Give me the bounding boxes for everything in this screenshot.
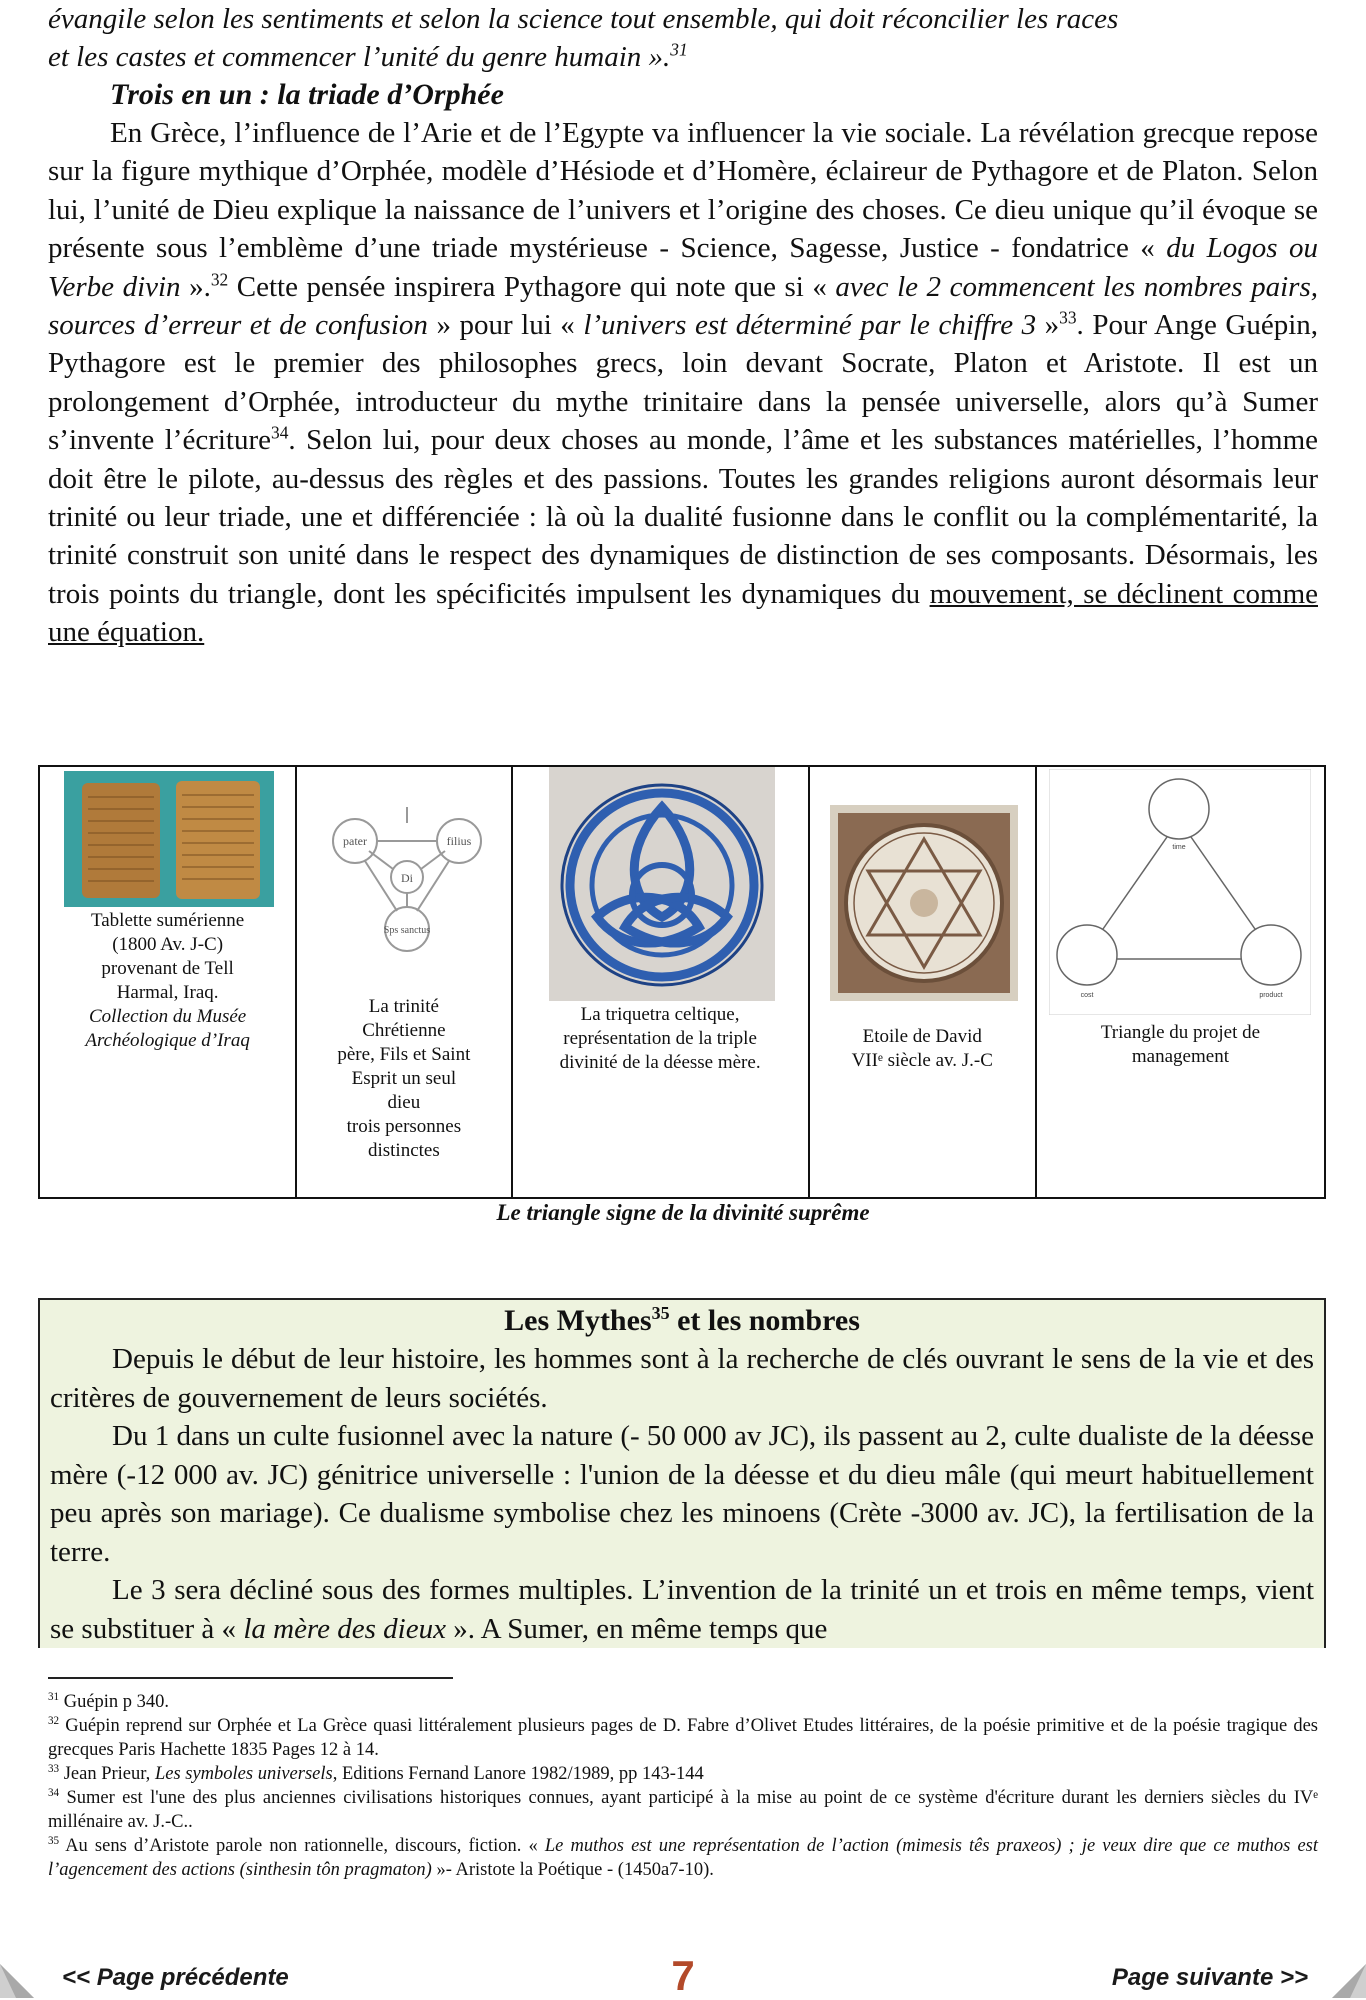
next-page-link[interactable]: Page suivante >> bbox=[1111, 1964, 1308, 1991]
svg-text:filius: filius bbox=[446, 834, 472, 848]
figure-main-caption: Le triangle signe de la divinité suprême bbox=[496, 1200, 870, 1225]
figure-caption-project-triangle: Triangle du projet de management bbox=[1100, 1022, 1261, 1067]
previous-page-link[interactable]: << Page précédente bbox=[62, 1964, 289, 1991]
box-paragraph-3: Le 3 sera décliné sous des formes multiples. L’invention de la trinité un et trois en même temps, vient se substituer à « la mère des dieux ». A Sumer, en même temps que bbox=[50, 1574, 1314, 1645]
footnote-ref-35[interactable]: 35 bbox=[651, 1303, 670, 1323]
footnote-35: $^{35}$ Au sens d’Aristote parole non rationnelle, discours, fiction. « Le muthos est une représentation de l’action (mimesis tês praxeos) ; je veux dire que ce muthos est l’agencement des actions (sinthesin tôn pragmaton) »- Aristote la Poétique - (1450a7-10). bbox=[48, 1834, 1319, 1880]
figure-cell-project-triangle bbox=[1037, 767, 1324, 1197]
svg-text:pater: pater bbox=[343, 834, 368, 848]
svg-text:Di: Di bbox=[401, 871, 414, 885]
footnote-ref-32[interactable]: 32 bbox=[210, 268, 229, 289]
page-curl-right-icon bbox=[1326, 1958, 1366, 1998]
figure-cell-star-of-david bbox=[810, 767, 1037, 1197]
figure-caption-tablet: Tablette sumérienne (1800 Av. J-C) provenant de Tell Harmal, Iraq. Collection du Musée Archéologique d’Iraq bbox=[85, 910, 250, 1051]
trinity-diagram-image bbox=[325, 805, 489, 995]
footnote-32: $^{32}$ Guépin reprend sur Orphée et La Grèce quasi littéralement plusieurs pages de D. Fabre d’Olivet Etudes littéraires, de la poésie primitive et de la poésie tragique des grecques Paris Hachette 1835 Pages 12 à 14. bbox=[48, 1714, 1318, 1760]
footnote-34: $^{34}$ Sumer est l'une des plus anciennes civilisations historiques connues, ayant participé à la mise au point de ce système d'écriture durant les derniers siècles du IVᵉ millénaire av. J.-C.. bbox=[48, 1786, 1318, 1832]
svg-text:time: time bbox=[1172, 844, 1186, 851]
figure-caption-trinity: La trinité Chrétienne père, Fils et Saint Esprit un seul dieu trois personnes distinctes bbox=[337, 996, 471, 1161]
box-paragraph-1: Depuis le début de leur histoire, les hommes sont à la recherche de clés ouvrant le sens de la vie et des critères de gouvernement de leurs sociétés. bbox=[50, 1343, 1314, 1414]
sumerian-tablet-image bbox=[64, 771, 274, 907]
figure-caption-star-of-david: Etoile de David VIIᵉ siècle av. J.-C bbox=[851, 1026, 993, 1071]
figure-table bbox=[38, 765, 1326, 1199]
star-of-david-image bbox=[830, 805, 1018, 1001]
footnote-separator bbox=[48, 1677, 453, 1679]
section-heading: Trois en un : la triade d’Orphée bbox=[110, 78, 504, 111]
myths-box bbox=[38, 1298, 1326, 1648]
figure-cell-trinity bbox=[297, 767, 512, 1197]
box-paragraph-2: Du 1 dans un culte fusionnel avec la nature (- 50 000 av JC), ils passent au 2, culte dualiste de la déesse mère (-12 000 av. JC) génitrice universelle : l'union de la déesse et du dieu mâle (qui meurt habituellement peu après son mariage). Ce dualisme symbolise chez les minoens (Crète -3000 av. JC), la fertilisation de la terre. bbox=[50, 1420, 1314, 1568]
figure-cell-tablet bbox=[40, 767, 297, 1197]
section-paragraph: En Grèce, l’influence de l’Arie et de l’Egypte va influencer la vie sociale. La révélation grecque repose sur la figure mythique d’Orphée, modèle d’Hésiode et d’Homère, éclaireur de Pythagore et de Platon. Selon lui, l’unité de Dieu explique la naissance de l’univers et l’origine des choses. Ce dieu unique qu’il évoque se présente sous l’emblème d’une triade mystérieuse - Science, Sagesse, Justice - fondatrice « du Logos ou Verbe divin ».$^{32}$ Cette pensée inspirera Pythagore qui note que si « avec le 2 commencent les nombres pairs, sources d’erreur et de confusion » pour lui « l’univers est déterminé par le chiffre 3 »$^{33}$. Pour Ange Guépin, Pythagore est le premier des philosophes grecs, loin devant Socrate, Platon et Aristote. Il est un prolongement d’Orphée, introducteur du mythe trinitaire dans la pensée universelle, alors qu’à Sumer s’invente l’écriture$^{34}$. Selon lui, pour deux choses au monde, l’âme et les substances matérielles, l’homme doit être le pilote, au-dessus des règles et des passions. Toutes les grandes religions auront désormais leur trinité ou leur triade, une et différenciée : là où la dualité fusionne dans le conflit ou la complémentarité, la trinité construit son unité dans le respect des dynamiques de distinction de ses composants. Désormais, les trois points du triangle, dont les spécificités impulsent les dynamiques du mouvement, se déclinent comme une équation. bbox=[48, 117, 1319, 649]
project-triangle-diagram bbox=[1049, 769, 1311, 1015]
triquetra-image bbox=[549, 767, 775, 1001]
page-body bbox=[48, 0, 1318, 652]
svg-text:Sps sanctus: Sps sanctus bbox=[384, 925, 431, 936]
intro-quote bbox=[48, 0, 1318, 76]
footnote-ref-34[interactable]: 34 bbox=[271, 422, 289, 443]
intro-line-2: et les castes et commencer l’unité du genre humain ». bbox=[48, 41, 671, 73]
footnote-33: $^{33}$ Jean Prieur, Les symboles universels, Editions Fernand Lanore 1982/1989, pp 143-144 bbox=[48, 1762, 704, 1784]
intro-line-1: évangile selon les sentiments et selon la science tout ensemble, qui doit réconcilier les races bbox=[48, 3, 1119, 35]
footnotes bbox=[48, 1690, 1318, 1882]
footnote-ref-33[interactable]: 33 bbox=[1059, 307, 1077, 328]
footnote-31: $^{31}$ Guépin p 340. bbox=[48, 1690, 170, 1712]
svg-text:cost: cost bbox=[1080, 992, 1094, 999]
page-navigation bbox=[0, 1952, 1366, 2000]
box-title: Les Mythes$^{35}$ et les nombres bbox=[504, 1303, 860, 1337]
figure-caption-triquetra: La triquetra celtique, représentation de la triple divinité de la déesse mère. bbox=[559, 1004, 761, 1073]
underlined-text: mouvement, se déclinent comme une équation. bbox=[48, 577, 1318, 649]
footnote-ref-31[interactable]: 31 bbox=[670, 39, 688, 60]
figure-cell-triquetra bbox=[513, 767, 810, 1197]
page-number: 7 bbox=[671, 1952, 695, 1999]
svg-text:product: product bbox=[1259, 992, 1283, 999]
